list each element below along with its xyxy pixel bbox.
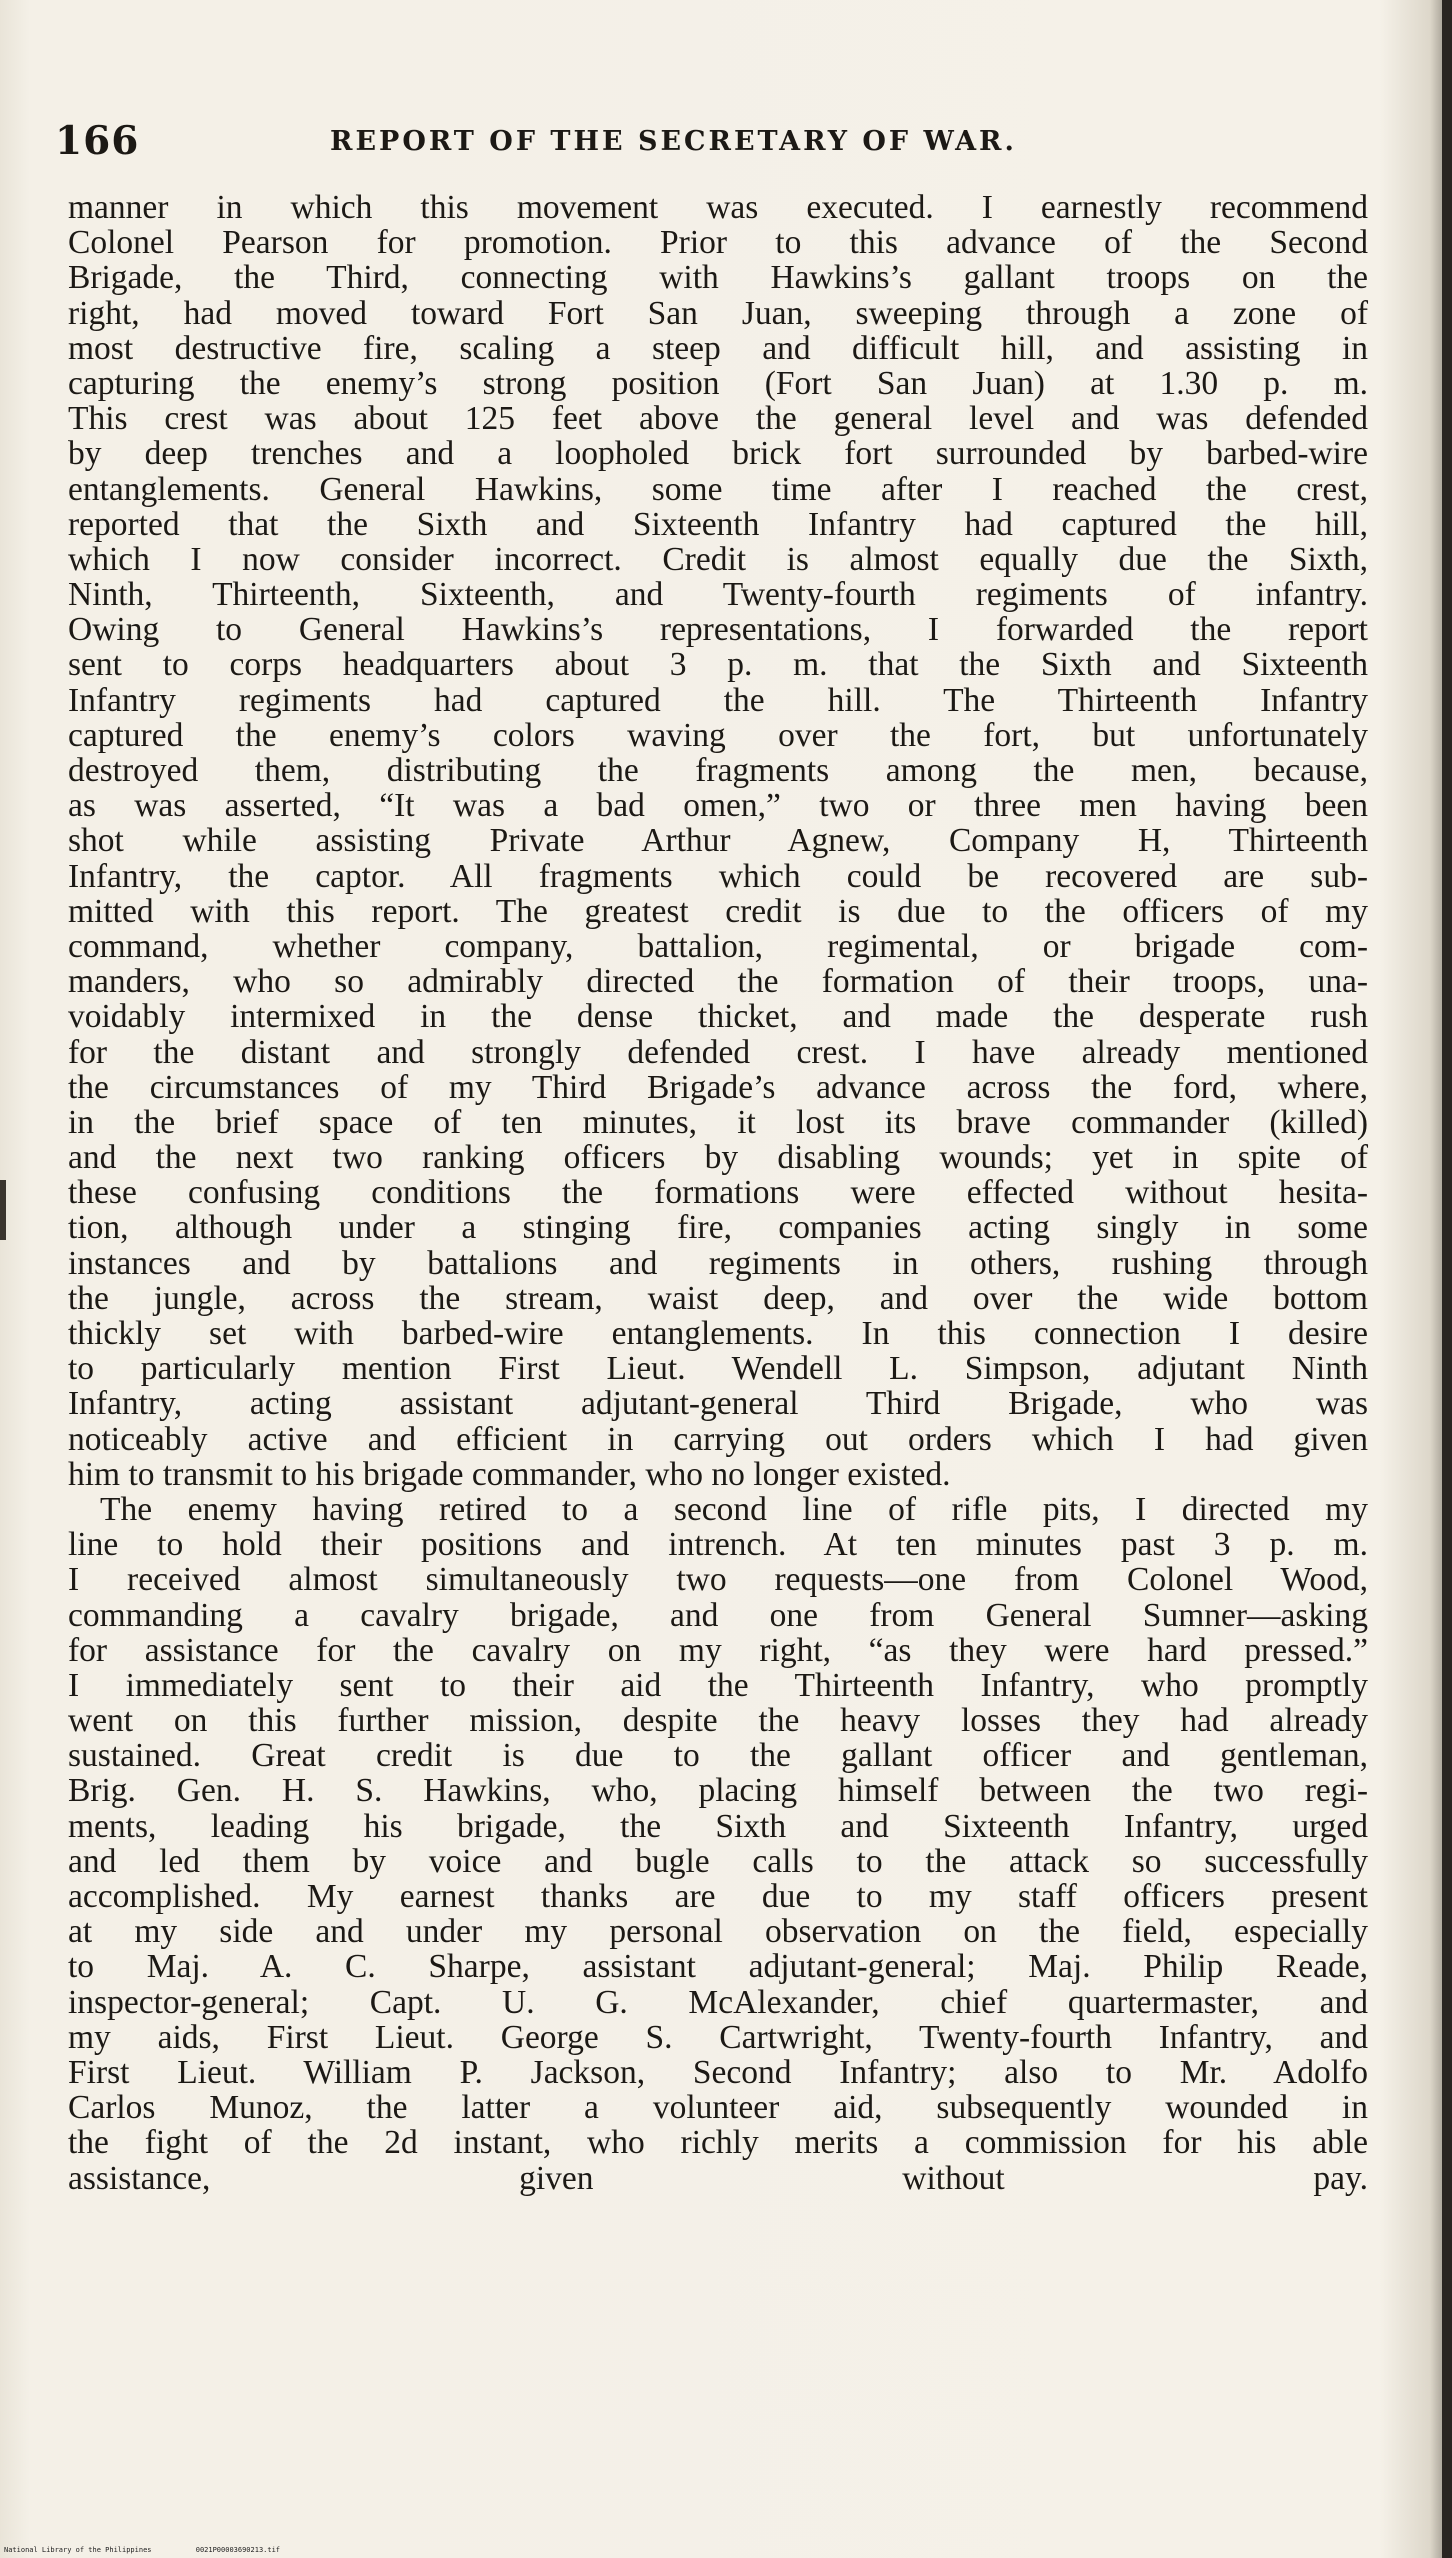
scan-margin-mark (0, 1180, 6, 1240)
text-line: for assistance for the cavalry on my right, “as they were hard pressed.” (68, 1631, 1368, 1669)
text-line: tion, although under a stinging fire, companies acting singly in some (68, 1209, 1368, 1247)
footer-source: National Library of the Philippines (4, 2546, 152, 2554)
text-line: Infantry regiments had captured the hill. The Thirteenth Infantry (68, 681, 1368, 719)
text-line: mitted with this report. The greatest credit is due to the officers of my (68, 892, 1368, 930)
text-line: assistance, given without pay. (68, 2159, 1368, 2197)
text-line: by deep trenches and a loopholed brick fort surrounded by barbed-wire (68, 435, 1368, 473)
text-line: for the distant and strongly defended crest. I have already mentioned (68, 1033, 1368, 1071)
body-text (68, 190, 1368, 2196)
text-line: Carlos Munoz, the latter a volunteer aid, subsequently wounded in (68, 2089, 1368, 2127)
text-line: ments, leading his brigade, the Sixth and Sixteenth Infantry, urged (68, 1807, 1368, 1845)
text-line: shot while assisting Private Arthur Agnew, Company H, Thirteenth (68, 822, 1368, 860)
text-line: Infantry, the captor. All fragments which could be recovered are sub- (68, 857, 1368, 895)
text-line: went on this further mission, despite the heavy losses they had already (68, 1702, 1368, 1740)
text-line: most destructive fire, scaling a steep and difficult hill, and assisting in (68, 329, 1368, 367)
text-line: commanding a cavalry brigade, and one from General Sumner—asking (68, 1596, 1368, 1634)
text-line: in the brief space of ten minutes, it lost its brave commander (killed) (68, 1103, 1368, 1141)
text-line: my aids, First Lieut. George S. Cartwright, Twenty-fourth Infantry, and (68, 2018, 1368, 2056)
text-line: Infantry, acting assistant adjutant-general Third Brigade, who was (68, 1385, 1368, 1423)
text-line: the circumstances of my Third Brigade’s advance across the ford, where, (68, 1068, 1368, 1106)
text-line: Brigade, the Third, connecting with Hawkins’s gallant troops on the (68, 259, 1368, 297)
text-line: First Lieut. William P. Jackson, Second Infantry; also to Mr. Adolfo (68, 2053, 1368, 2091)
text-line: accomplished. My earnest thanks are due to my staff officers present (68, 1878, 1368, 1915)
text-line: as was asserted, “It was a bad omen,” two or three men having been (68, 787, 1368, 825)
text-line: voidably intermixed in the dense thicket, and made the desperate rush (68, 998, 1368, 1036)
text-line: I received almost simultaneously two requests—one from Colonel Wood, (68, 1561, 1368, 1599)
text-line: the jungle, across the stream, waist deep, and over the wide bottom (68, 1279, 1368, 1317)
text-line: right, had moved toward Fort San Juan, sweeping through a zone of (68, 294, 1368, 332)
page-binding-edge (1442, 0, 1452, 2558)
text-line: Colonel Pearson for promotion. Prior to this advance of the Second (68, 224, 1368, 262)
text-line: inspector-general; Capt. U. G. McAlexander, chief quartermaster, and (68, 1983, 1368, 2021)
text-line: This crest was about 125 feet above the general level and was defended (68, 400, 1368, 438)
text-line: command, whether company, battalion, regimental, or brigade com- (68, 927, 1368, 965)
text-line: which I now consider incorrect. Credit is almost equally due the Sixth, (68, 540, 1368, 578)
text-line: sent to corps headquarters about 3 p. m. that the Sixth and Sixteenth (68, 646, 1368, 684)
text-line: to particularly mention First Lieut. Wendell L. Simpson, adjutant Ninth (68, 1350, 1368, 1388)
text-line: reported that the Sixth and Sixteenth Infantry had captured the hill, (68, 505, 1368, 543)
footer-file-id: 0021P00003690213.tif (195, 2546, 281, 2554)
running-head: REPORT OF THE SECRETARY OF WAR. (330, 126, 1017, 157)
text-line: the fight of the 2d instant, who richly merits a commission for his able (68, 2124, 1368, 2162)
text-line: manders, who so admirably directed the formation of their troops, una- (68, 963, 1368, 1001)
text-line: I immediately sent to their aid the Thirteenth Infantry, who promptly (68, 1666, 1368, 1704)
text-line: to Maj. A. C. Sharpe, assistant adjutant-general; Maj. Philip Reade, (68, 1948, 1368, 1986)
text-line: sustained. Great credit is due to the gallant officer and gentleman, (68, 1737, 1368, 1775)
text-line: him to transmit to his brigade commander, who no longer existed. (68, 1455, 951, 1493)
text-line: captured the enemy’s colors waving over the fort, but unfortunately (68, 716, 1368, 754)
text-line: thickly set with barbed-wire entanglements. In this connection I desire (68, 1315, 1368, 1352)
text-line: and led them by voice and bugle calls to the attack so successfully (68, 1842, 1368, 1880)
text-line: Owing to General Hawkins’s representations, I forwarded the report (68, 611, 1368, 649)
text-line: at my side and under my personal observation on the field, especially (68, 1913, 1368, 1951)
page-number: 166 (55, 118, 140, 164)
text-line: instances and by battalions and regiments in others, rushing through (68, 1244, 1368, 1282)
text-line: Brig. Gen. H. S. Hawkins, who, placing himself between the two regi- (68, 1772, 1368, 1810)
text-line: The enemy having retired to a second line of rifle pits, I directed my (100, 1490, 1368, 1528)
text-line: these confusing conditions the formations were effected without hesita- (68, 1174, 1368, 1212)
text-line: entanglements. General Hawkins, some time after I reached the crest, (68, 470, 1368, 508)
text-line: and the next two ranking officers by disabling wounds; yet in spite of (68, 1139, 1368, 1177)
text-line: Ninth, Thirteenth, Sixteenth, and Twenty-fourth regiments of infantry. (68, 576, 1368, 614)
text-line: destroyed them, distributing the fragments among the men, because, (68, 752, 1368, 789)
text-line: capturing the enemy’s strong position (Fort San Juan) at 1.30 p. m. (68, 364, 1368, 402)
text-line: noticeably active and efficient in carrying out orders which I had given (68, 1420, 1368, 1458)
page-header (55, 118, 1375, 168)
text-line: manner in which this movement was executed. I earnestly recommend (68, 189, 1368, 226)
scan-footer (4, 2546, 320, 2554)
text-line: line to hold their positions and intrench. At ten minutes past 3 p. m. (68, 1526, 1368, 1564)
